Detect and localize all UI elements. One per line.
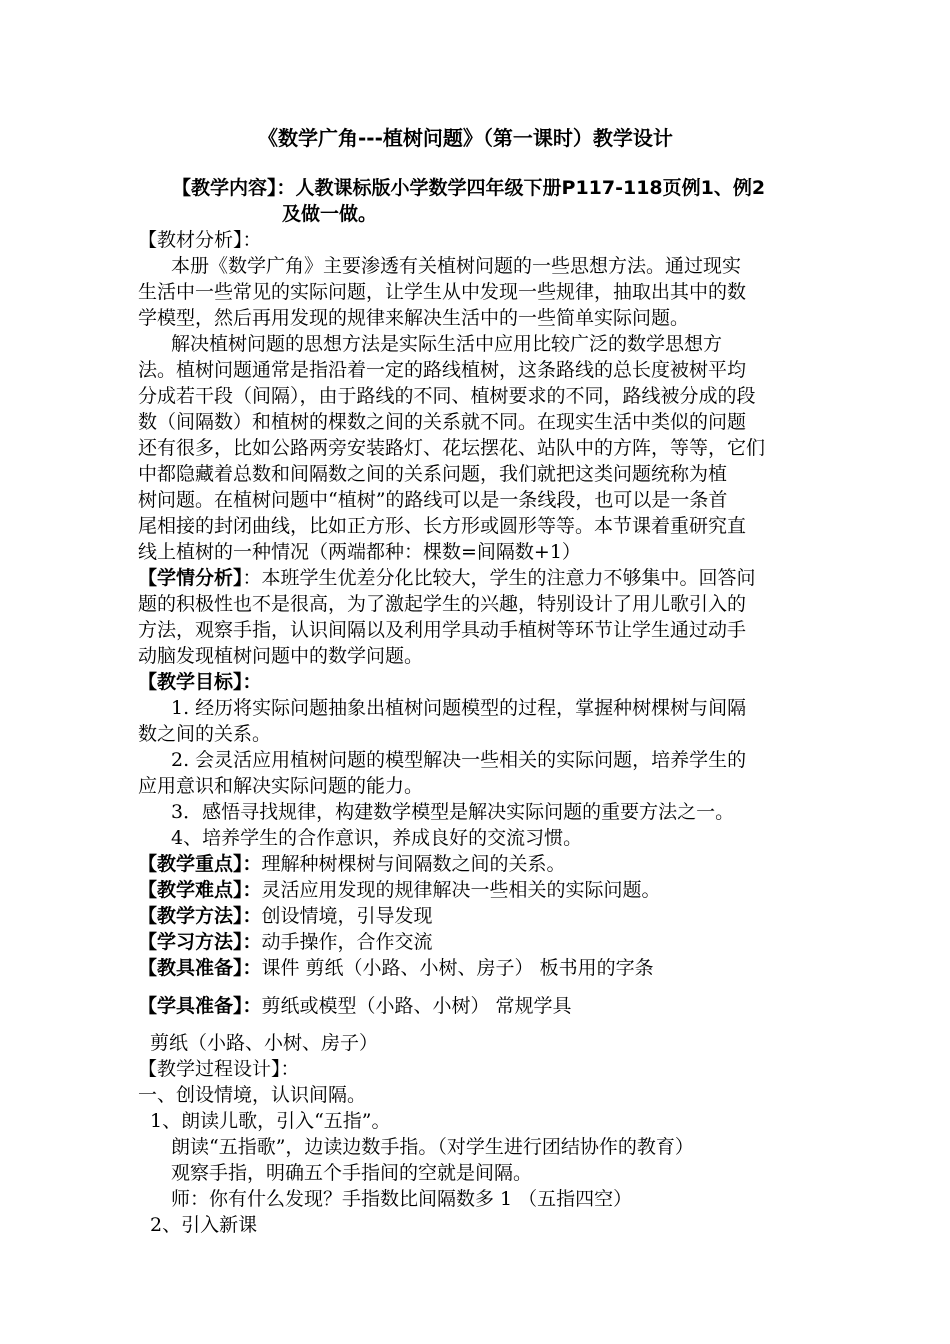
student-analysis-line: 题的积极性也不是很高，为了激起学生的兴趣，特别设计了用儿歌引入的	[138, 593, 747, 615]
teaching-content-line-2: 及做一做。	[282, 203, 378, 225]
teaching-content-text: 人教课标版小学数学四年级下册P117-118页例1、例2	[295, 177, 766, 199]
teaching-key-text: 理解种树棵树与间隔数之间的关系。	[261, 853, 566, 875]
teaching-difficulty-text: 灵活应用发现的规律解决一些相关的实际问题。	[261, 879, 661, 901]
student-analysis-line-1	[138, 565, 756, 591]
study-tools-label: 【学具准备】：	[138, 995, 262, 1017]
teaching-difficulty-line	[138, 877, 661, 903]
process-step-1-1-c: 师：你有什么发现？手指数比间隔数多 1 （五指四空）	[171, 1188, 633, 1210]
process-step-1-2: 2、引入新课	[150, 1214, 258, 1236]
teaching-difficulty-label: 【教学难点】：	[138, 879, 262, 901]
process-step-1: 一、创设情境，认识间隔。	[138, 1084, 367, 1106]
teaching-content-label: 【教学内容】：	[172, 177, 296, 199]
material-p1-line: 本册《数学广角》主要渗透有关植树问题的一些思想方法。通过现实	[171, 255, 742, 277]
material-p2-line: 分成若干段（间隔），由于路线的不同、植树要求的不同，路线被分成的段	[138, 385, 756, 407]
document-title: 《数学广角---植树问题》（第一课时）教学设计	[258, 126, 673, 150]
student-analysis-line: 动脑发现植树问题中的数学问题。	[138, 645, 424, 667]
goal-2-line: 2. 会灵活应用植树问题的模型解决一些相关的实际问题，培养学生的	[171, 749, 747, 771]
material-p2-line: 数（间隔数）和植树的棵数之间的关系就不同。在现实生活中类似的问题	[138, 411, 747, 433]
study-method-label: 【学习方法】：	[138, 931, 262, 953]
material-p2-line: 尾相接的封闭曲线，比如正方形、长方形或圆形等等。本节课着重研究直	[138, 515, 747, 537]
teaching-tools-text: 课件 剪纸（小路、小树、房子） 板书用的字条	[261, 957, 654, 979]
study-tools-extra: 剪纸（小路、小树、房子）	[150, 1032, 379, 1054]
study-tools-text: 剪纸或模型（小路、小树） 常规学具	[261, 995, 572, 1017]
teaching-method-line	[138, 903, 433, 929]
teaching-goals-heading: 【教学目标】：	[138, 671, 262, 693]
process-heading: 【教学过程设计】：	[138, 1058, 300, 1080]
goal-1-line: 1. 经历将实际问题抽象出植树问题模型的过程，掌握种树棵树与间隔	[171, 697, 747, 719]
material-p2-line: 还有很多，比如公路两旁安装路灯、花坛摆花、站队中的方阵，等等，它们	[138, 437, 766, 459]
process-step-1-1: 1、朗读儿歌，引入“五指”。	[150, 1110, 391, 1132]
goal-4: 4、培养学生的合作意识，养成良好的交流习惯。	[171, 827, 583, 849]
teaching-content-line-1	[172, 175, 765, 201]
goal-1-line: 数之间的关系。	[138, 723, 272, 745]
material-p2-line: 法。植树问题通常是指沿着一定的路线植树，这条路线的总长度被树平均	[138, 359, 747, 381]
process-step-1-1-a: 朗读“五指歌”，边读边数手指。（对学生进行团结协作的教育）	[171, 1136, 694, 1158]
process-step-1-1-b: 观察手指，明确五个手指间的空就是间隔。	[171, 1162, 533, 1184]
study-tools-line	[138, 993, 572, 1019]
teaching-tools-label: 【教具准备】：	[138, 957, 262, 979]
goal-2-line: 应用意识和解决实际问题的能力。	[138, 775, 424, 797]
teaching-method-label: 【教学方法】：	[138, 905, 262, 927]
material-p1-line: 生活中一些常见的实际问题，让学生从中发现一些规律，抽取出其中的数	[138, 281, 747, 303]
material-p2-line: 线上植树的一种情况（两端都种：棵数=间隔数+1）	[138, 541, 581, 563]
material-p2-line: 解决植树问题的思想方法是实际生活中应用比较广泛的数学思想方	[171, 333, 723, 355]
student-analysis-text: ：本班学生优差分化比较大，学生的注意力不够集中。回答问	[242, 567, 756, 589]
material-p2-line: 中都隐藏着总数和间隔数之间的关系问题，我们就把这类问题统称为植	[138, 463, 728, 485]
teaching-key-line	[138, 851, 566, 877]
material-p2-line: 树问题。在植树问题中“植树”的路线可以是一条线段，也可以是一条首	[138, 489, 728, 511]
study-method-line	[138, 929, 433, 955]
teaching-tools-line	[138, 955, 654, 981]
teaching-key-label: 【教学重点】：	[138, 853, 262, 875]
material-p1-line: 学模型，然后再用发现的规律来解决生活中的一些简单实际问题。	[138, 307, 690, 329]
student-analysis-line: 方法，观察手指，认识间隔以及利用学具动手植树等环节让学生通过动手	[138, 619, 747, 641]
goal-3: 3．感悟寻找规律，构建数学模型是解决实际问题的重要方法之一。	[171, 801, 735, 823]
study-method-text: 动手操作，合作交流	[261, 931, 433, 953]
material-analysis-heading: 【教材分析】：	[138, 229, 262, 251]
teaching-method-text: 创设情境，引导发现	[261, 905, 433, 927]
student-analysis-label: 【学情分析】	[138, 567, 243, 589]
